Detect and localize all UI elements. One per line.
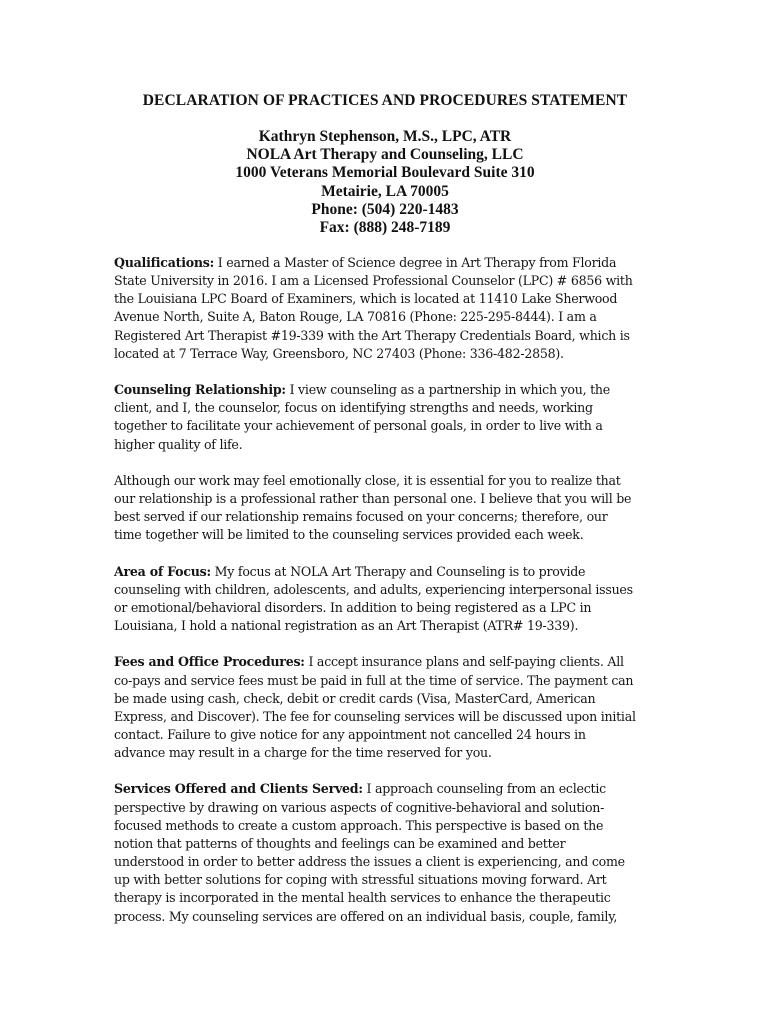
paragraph-line (114, 653, 662, 671)
paragraph-line (114, 708, 662, 726)
section-qualifications (114, 254, 662, 363)
section-counseling-relationship (114, 381, 662, 454)
paragraph-line (114, 508, 662, 526)
line-text: located at 7 Terrace Way, Greensboro, NC 27403 (Phone: 336-482-2858). (114, 345, 564, 361)
line-text: I earned a Master of Science degree in Art Therapy from Florida (214, 255, 617, 270)
line-text: or emotional/behavioral disorders. In addition to being registered as a LPC in (114, 599, 592, 615)
line-text: process. My counseling services are offered on an individual basis, couple, family, (114, 908, 618, 924)
paragraph-line (114, 308, 662, 326)
paragraph-line (114, 526, 662, 544)
line-text: be made using cash, check, debit or credit cards (Visa, MasterCard, American (114, 690, 596, 706)
address-street: 1000 Veterans Memorial Boulevard Suite 310 (235, 164, 535, 182)
line-text: time together will be limited to the counseling services provided each week. (114, 527, 584, 543)
practitioner-name: Kathryn Stephenson, M.S., LPC, ATR (258, 128, 512, 145)
line-text: co-pays and service fees must be paid in full at the time of service. The payment can (114, 672, 634, 688)
line-text: perspective by drawing on various aspects of cognitive-behavioral and solution- (114, 799, 605, 815)
line-text: Louisiana, I hold a national registration as an Art Therapist (ATR# 19-339). (114, 618, 579, 634)
paragraph-line (114, 889, 662, 907)
paragraph-line (114, 563, 662, 581)
section-services-offered (114, 780, 662, 925)
paragraph-line (114, 853, 662, 871)
line-text: Registered Art Therapist #19-339 with the Art Therapy Credentials Board, which is (114, 327, 630, 343)
line-text: Although our work may feel emotionally close, it is essential for you to realize that (114, 472, 621, 488)
paragraph-line (114, 272, 662, 290)
line-text: State University in 2016. I am a Licensed Professional Counselor (LPC) # 6856 with (114, 273, 633, 289)
line-text: I accept insurance plans and self-paying clients. All (304, 654, 624, 670)
paragraph-line (114, 472, 662, 490)
document-body (114, 254, 662, 944)
section-professional-relationship (114, 472, 662, 545)
line-text: Express, and Discover). The fee for counseling services will be discussed upon initial (114, 708, 636, 724)
section-area-of-focus (114, 563, 662, 636)
practitioner-header (0, 128, 770, 237)
line-text: advance may result in a charge for the time reserved for you. (114, 745, 492, 761)
practice-name: NOLA Art Therapy and Counseling, LLC (246, 146, 524, 164)
line-text: I view counseling as a partnership in which you, the (285, 382, 610, 398)
paragraph-line (114, 290, 662, 308)
line-text: client, and I, the counselor, focus on identifying strengths and needs, working (114, 400, 593, 416)
section-heading: Area of Focus: (114, 563, 211, 579)
line-text: therapy is incorporated in the mental health services to enhance the therapeutic (114, 890, 611, 906)
line-text: My focus at NOLA Art Therapy and Counseling is to provide (210, 563, 586, 579)
section-heading: Qualifications: (114, 255, 215, 270)
line-text: best served if our relationship remains focused on your concerns; therefore, our (114, 509, 608, 525)
paragraph-line (114, 436, 662, 454)
paragraph-line (114, 908, 662, 926)
paragraph-line (114, 726, 662, 744)
paragraph-line (114, 345, 662, 363)
paragraph-line (114, 417, 662, 435)
paragraph-line (114, 617, 662, 635)
paragraph-line (114, 399, 662, 417)
paragraph-line (114, 690, 662, 708)
line-text: our relationship is a professional rather than personal one. I believe that you will be (114, 491, 632, 506)
address-city: Metairie, LA 70005 (321, 182, 449, 200)
fax-number: Fax: (888) 248-7189 (319, 219, 451, 237)
line-text: up with better solutions for coping with stressful situations moving forward. Art (114, 872, 607, 888)
paragraph-line (114, 672, 662, 690)
line-text: focused methods to create a custom approach. This perspective is based on the (114, 817, 604, 833)
paragraph-line (114, 744, 662, 762)
paragraph-line (114, 835, 662, 853)
line-text: I approach counseling from an eclectic (362, 781, 606, 797)
line-text: contact. Failure to give notice for any appointment not cancelled 24 hours in (114, 727, 586, 742)
line-text: understood in order to better address the issues a client is experiencing, and come (114, 854, 625, 870)
section-heading: Fees and Office Procedures: (114, 654, 305, 670)
phone-number: Phone: (504) 220-1483 (311, 200, 459, 218)
line-text: counseling with children, adolescents, and adults, experiencing interpersonal issues (114, 581, 633, 597)
section-heading: Counseling Relationship: (114, 382, 286, 398)
document-title: DECLARATION OF PRACTICES AND PROCEDURES STATEMENT (142, 92, 628, 109)
section-fees-and-office-procedures (114, 653, 662, 762)
paragraph-line (114, 871, 662, 889)
paragraph-line (114, 817, 662, 835)
paragraph-line (114, 799, 662, 817)
paragraph-line (114, 490, 662, 508)
paragraph-line (114, 599, 662, 617)
line-text: the Louisiana LPC Board of Examiners, which is located at 11410 Lake Sherwood (114, 291, 618, 307)
line-text: higher quality of life. (114, 436, 243, 452)
section-heading: Services Offered and Clients Served: (114, 781, 363, 797)
line-text: together to facilitate your achievement of personal goals, in order to live with a (114, 418, 603, 434)
line-text: notion that patterns of thoughts and feelings can be examined and better (114, 835, 566, 851)
paragraph-line (114, 780, 662, 798)
paragraph-line (114, 327, 662, 345)
paragraph-line (114, 581, 662, 599)
paragraph-line (114, 381, 662, 399)
paragraph-line (114, 254, 662, 272)
line-text: Avenue North, Suite A, Baton Rouge, LA 70816 (Phone: 225-295-8444). I am a (114, 309, 597, 325)
